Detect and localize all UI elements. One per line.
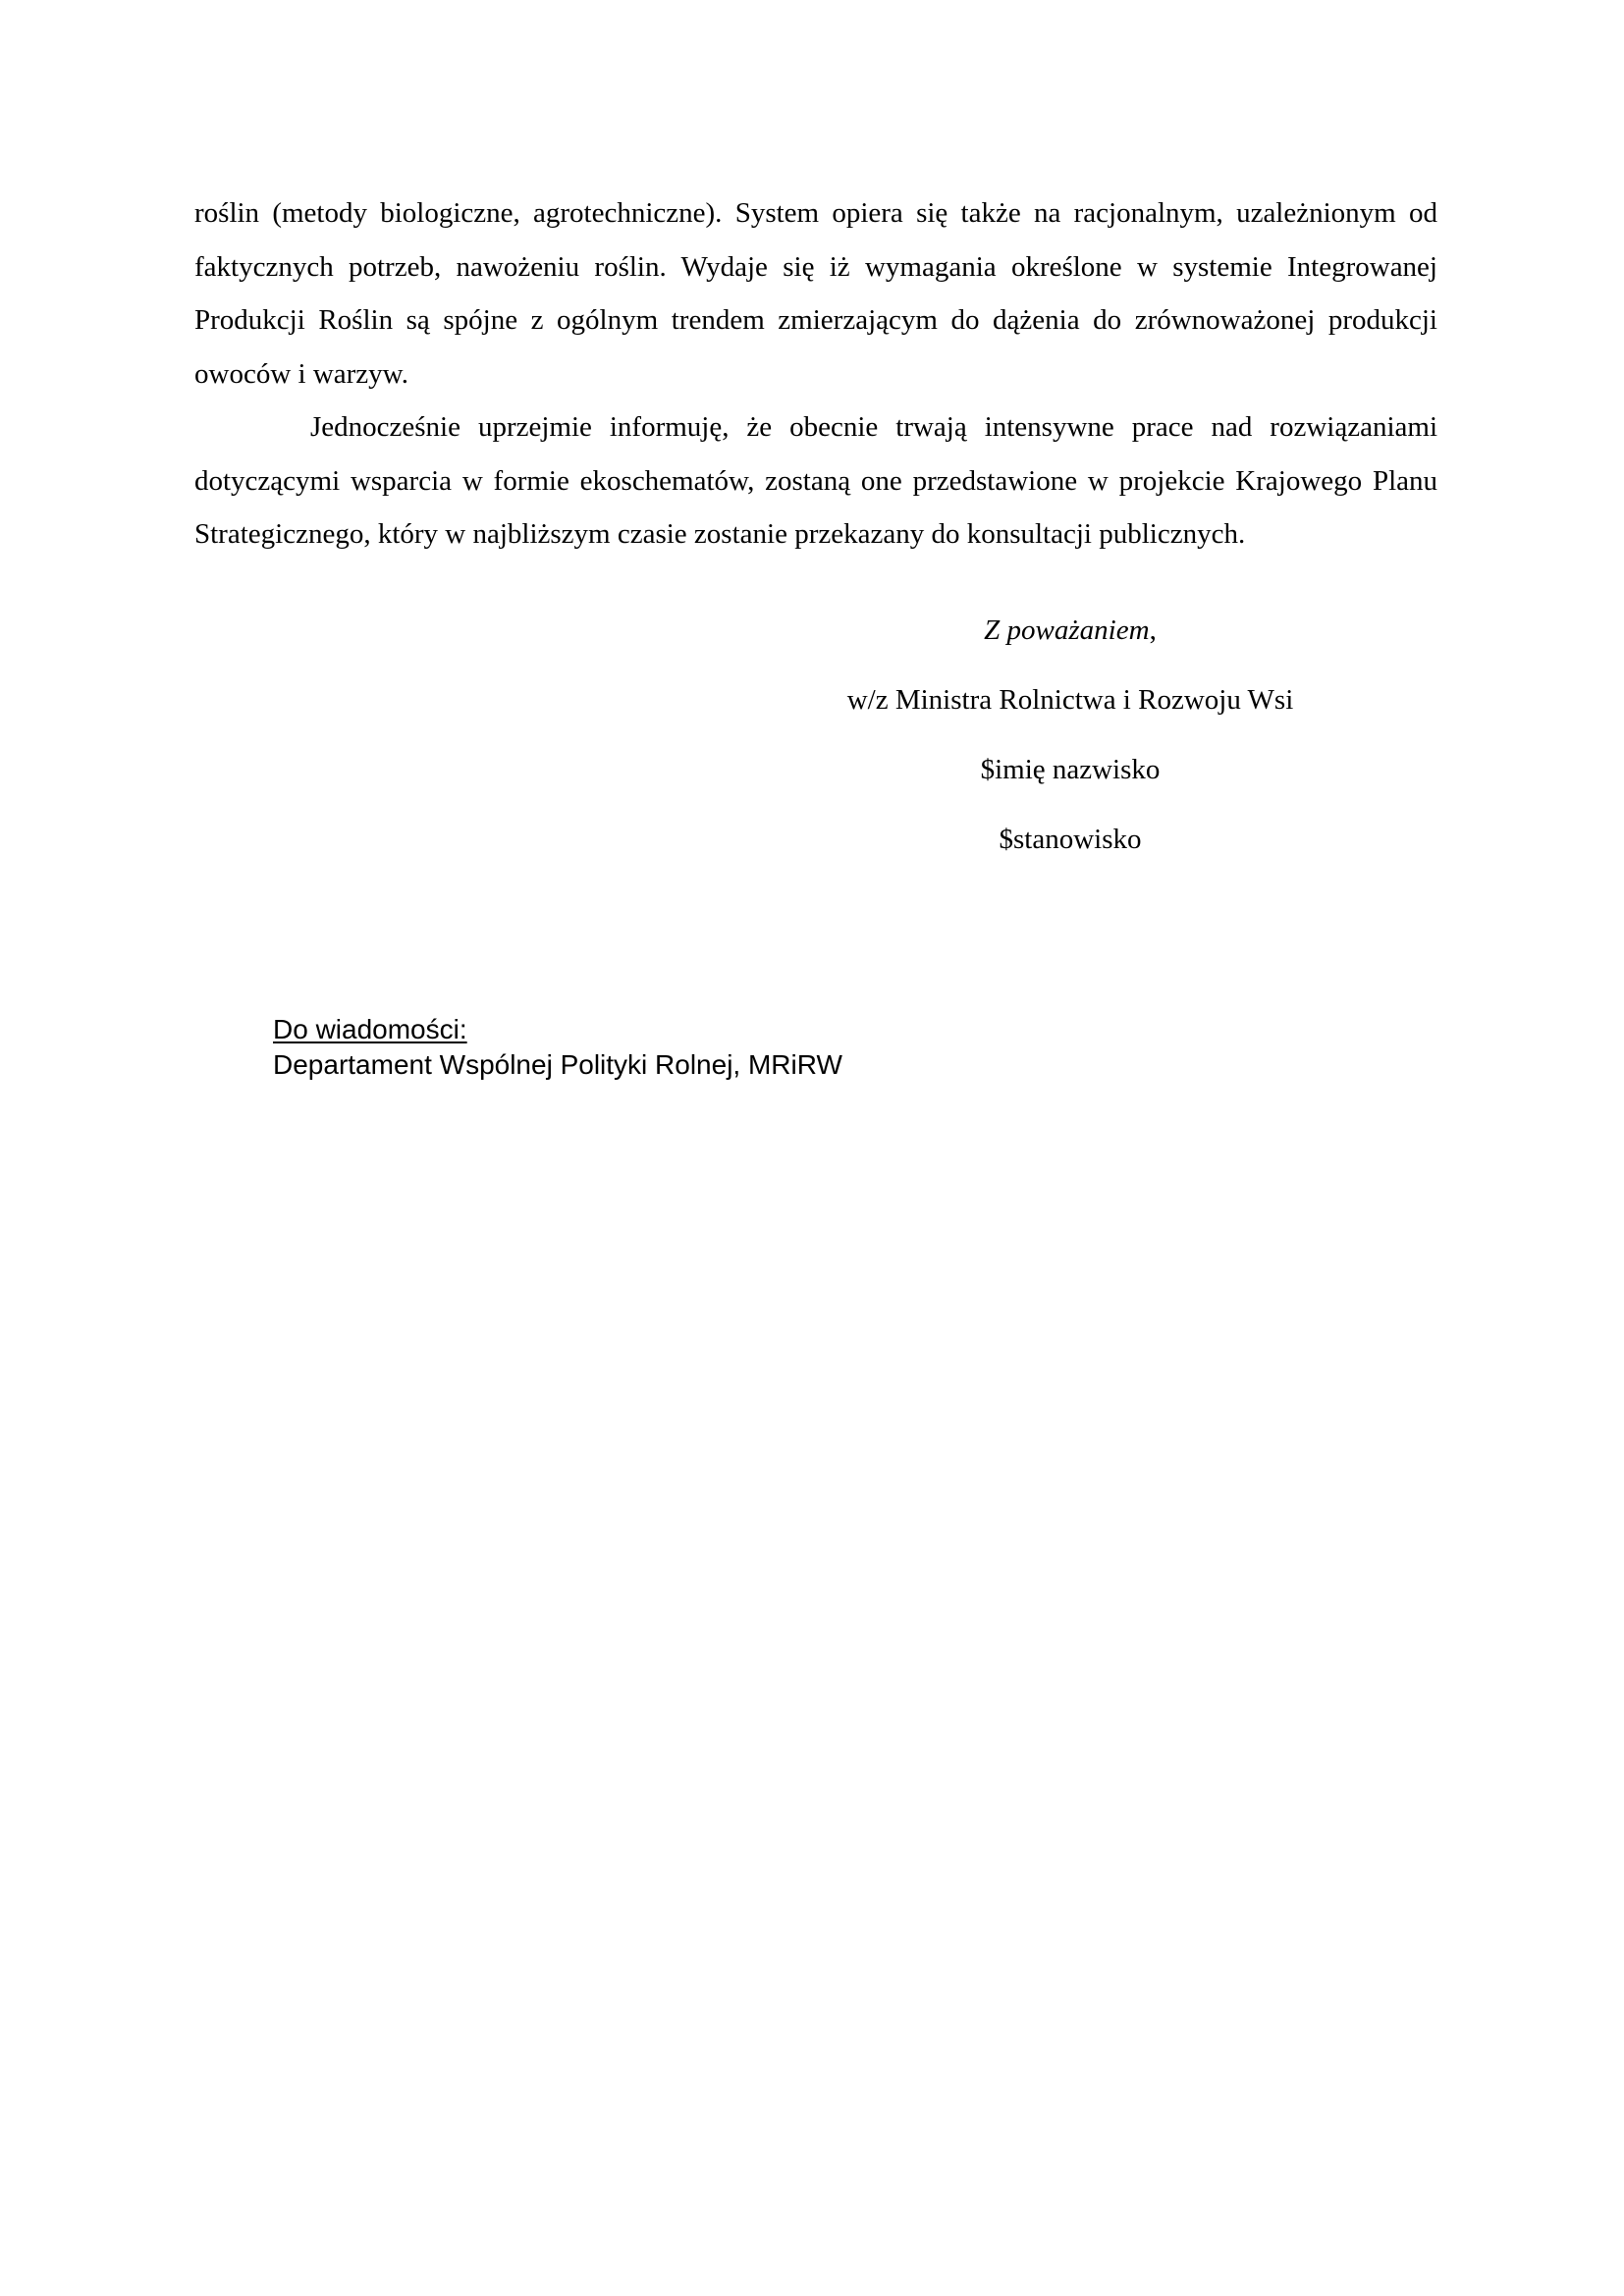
cc-section [273,1012,842,1083]
cc-recipient: Departament Wspólnej Polityki Rolnej, MRiRW [273,1049,842,1080]
body-paragraph-2: Jednocześnie uprzejmie informuję, że obecnie trwają intensywne prace nad rozwiązaniami dotyczącymi wsparcia w formie ekoschematów, zostaną one przedstawione w projekcie Krajowego Planu Strategicznego, który w najbliższym czasie zostanie przekazany do konsultacji publicznych. [194,411,1437,550]
signature-name: $imię nazwisko [980,754,1161,785]
signature-position: $stanowisko [999,824,1142,855]
body-paragraph-1: roślin (metody biologiczne, agrotechniczne). System opiera się także na racjonalnym, uzależnionym od faktycznych potrzeb, nawożeniu roślin. Wydaje się iż wymagania określone w systemie Integrowanej Produkcji Roślin są spójne z ogólnym trendem zmierzającym do dążenia do zrównoważonej produkcji owoców i warzyw. [194,197,1437,390]
signature-closing-punctuation: , [1149,614,1157,646]
letter-body [194,187,1437,561]
signature-closing: Z poważaniem [984,614,1150,646]
signature-closing-line [795,601,1345,670]
cc-heading: Do wiadomości: [273,1014,467,1044]
signature-block [795,601,1345,880]
signature-on-behalf: w/z Ministra Rolnictwa i Rozwoju Wsi [846,684,1294,716]
